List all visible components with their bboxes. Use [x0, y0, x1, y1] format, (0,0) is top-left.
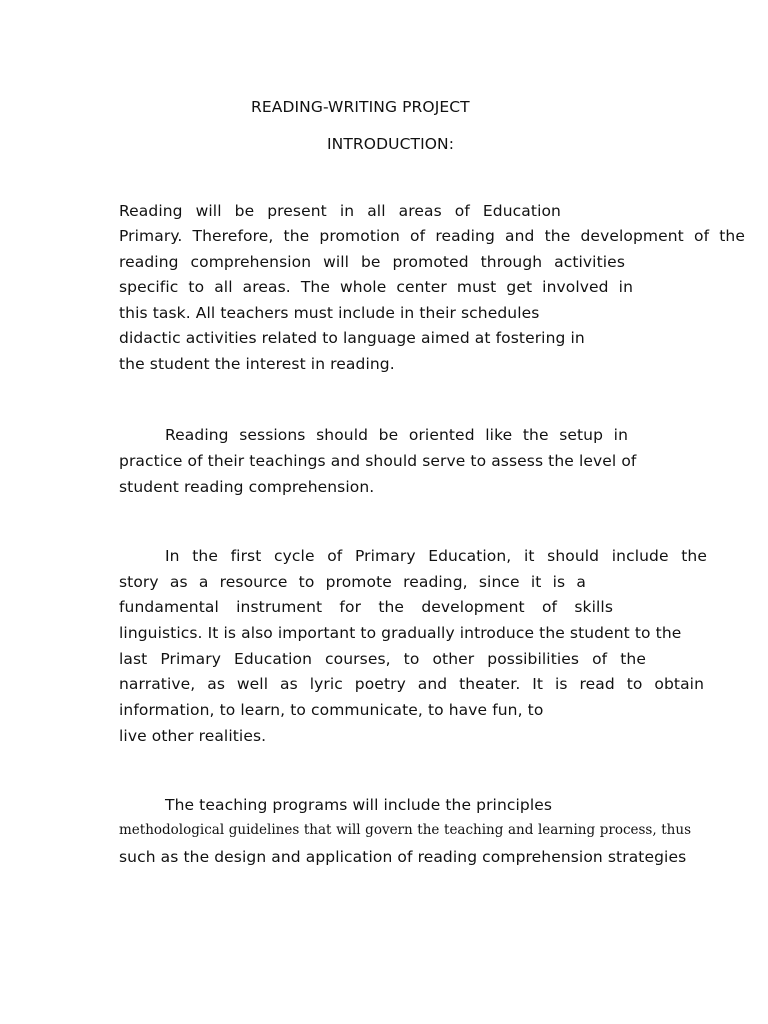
- paragraph-line: the student the interest in reading.: [119, 355, 395, 373]
- paragraph-line: didactic activities related to language aimed at fostering in: [119, 329, 585, 347]
- page-title: READING-WRITING PROJECT: [251, 98, 470, 116]
- paragraph-line: linguistics. It is also important to gradually introduce the student to the: [119, 624, 682, 642]
- paragraph-line: Reading sessions should be oriented like the setup in: [165, 426, 628, 444]
- paragraph-line: specific to all areas. The whole center must get involved in: [119, 278, 633, 296]
- paragraph-line: student reading comprehension.: [119, 478, 375, 496]
- paragraph-line: live other realities.: [119, 727, 267, 745]
- paragraph-line: reading comprehension will be promoted through activities: [119, 253, 625, 271]
- paragraph-line: story as a resource to promote reading, since it is a: [119, 573, 586, 591]
- paragraph-line: practice of their teachings and should serve to assess the level of: [119, 452, 637, 470]
- paragraph-line: last Primary Education courses, to other possibilities of the: [119, 650, 646, 668]
- paragraph-line: such as the design and application of reading comprehension strategies: [119, 848, 687, 866]
- paragraph-line: methodological guidelines that will govern the teaching and learning process, thus: [119, 822, 691, 838]
- paragraph-line: fundamental instrument for the development of skills: [119, 598, 613, 616]
- paragraph-line: Primary. Therefore, the promotion of reading and the development of the: [119, 227, 745, 245]
- paragraph-line: Reading will be present in all areas of Education: [119, 202, 561, 220]
- section-heading: INTRODUCTION:: [327, 135, 455, 153]
- paragraph-line: narrative, as well as lyric poetry and theater. It is read to obtain: [119, 675, 704, 693]
- paragraph-line: In the first cycle of Primary Education, it should include the: [165, 547, 707, 565]
- paragraph-line: information, to learn, to communicate, to have fun, to: [119, 701, 544, 719]
- paragraph-line: this task. All teachers must include in their schedules: [119, 304, 540, 322]
- paragraph-line: The teaching programs will include the principles: [165, 796, 553, 814]
